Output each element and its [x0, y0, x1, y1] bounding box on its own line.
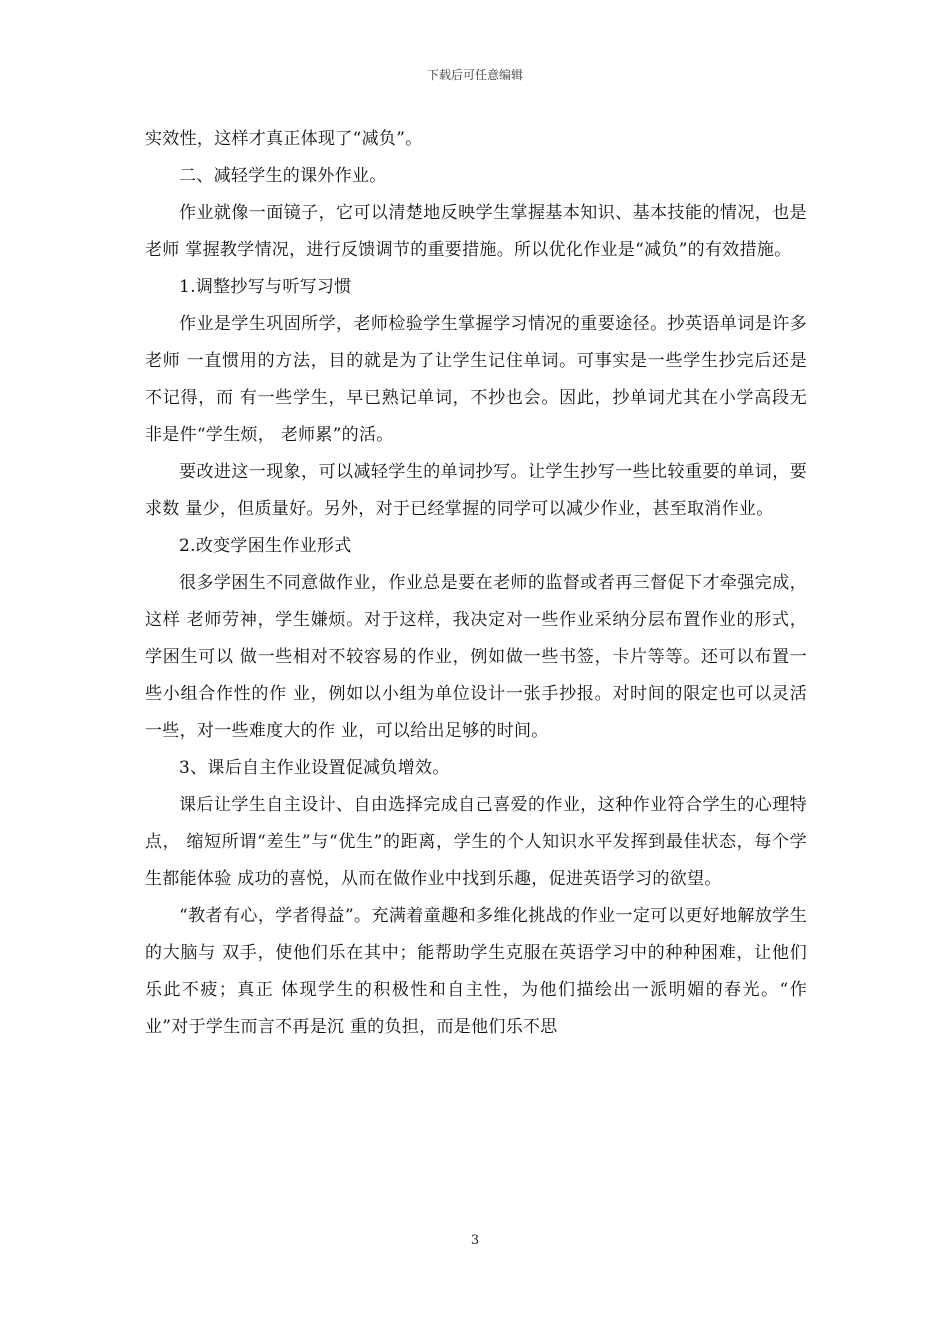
- paragraph-improve-copying: 要改进这一现象，可以减轻学生的单词抄写。让学生抄写一些比较重要的单词，要求数 量少，但质量好。另外，对于已经掌握的同学可以减少作业，甚至取消作业。: [145, 462, 807, 519]
- page-number: 3: [470, 1233, 480, 1248]
- section-heading-reduce-homework: 二、减轻学生的课外作业。: [179, 166, 387, 186]
- subheading-copy-dictation: 1.调整抄写与听写习惯: [179, 277, 352, 297]
- running-header: 下载后可任意编辑: [426, 68, 523, 82]
- paragraph-continuation: 实效性，这样才真正体现了“减负”。: [145, 129, 423, 149]
- subheading-autonomous-homework: 3、课后自主作业设置促减负增效。: [179, 758, 450, 778]
- subheading-struggling-students: 2.改变学困生作业形式: [179, 536, 352, 556]
- paragraph-self-designed-homework: 课后让学生自主设计、自由选择完成自己喜爱的作业，这种作业符合学生的心理特点， 缩短所谓“差生”与“优生”的距离，学生的个人知识水平发挥到最佳状态，每个学生都能体验 成功的喜悦，从而在做作业中找到乐趣，促进英语学习的欲望。: [145, 795, 807, 889]
- paragraph-conclusion: “教者有心，学者得益”。充满着童趣和多维化挑战的作业一定可以更好地解放学生的大脑与 双手，使他们乐在其中；能帮助学生克服在英语学习中的种种困难，让他们乐此不疲；真正 体现学生的积极性和自主性，为他们描绘出一派明媚的春光。“作业”对于学生而言不再是沉 重的负担，而是他们乐不思: [145, 906, 807, 1037]
- paragraph-layered-homework: 很多学困生不同意做作业，作业总是要在老师的监督或者再三督促下才牵强完成，这样 老师劳神，学生嫌烦。对于这样，我决定对一些作业采纳分层布置作业的形式，学困生可以 做一些相对不较容易的作业，例如做一些书签，卡片等等。还可以布置一些小组合作性的作 业，例如以小组为单位设计一张手抄报。对时间的限定也可以灵活一些，对一些难度大的作 业，可以给出足够的时间。: [145, 573, 807, 741]
- paragraph-homework-mirror: 作业就像一面镜子，它可以清楚地反映学生掌握基本知识、基本技能的情况，也是老师 掌握教学情况，进行反馈调节的重要措施。所以优化作业是“减负”的有效措施。: [145, 203, 807, 260]
- paragraph-copy-words: 作业是学生巩固所学，老师检验学生掌握学习情况的重要途径。抄英语单词是许多老师 一直惯用的方法，目的就是为了让学生记住单词。可事实是一些学生抄完后还是不记得，而 有一些学生，早已熟记单词，不抄也会。因此，抄单词尤其在小学高段无非是件“学生烦， 老师累”的活。: [145, 314, 807, 445]
- body-text: [145, 121, 807, 1046]
